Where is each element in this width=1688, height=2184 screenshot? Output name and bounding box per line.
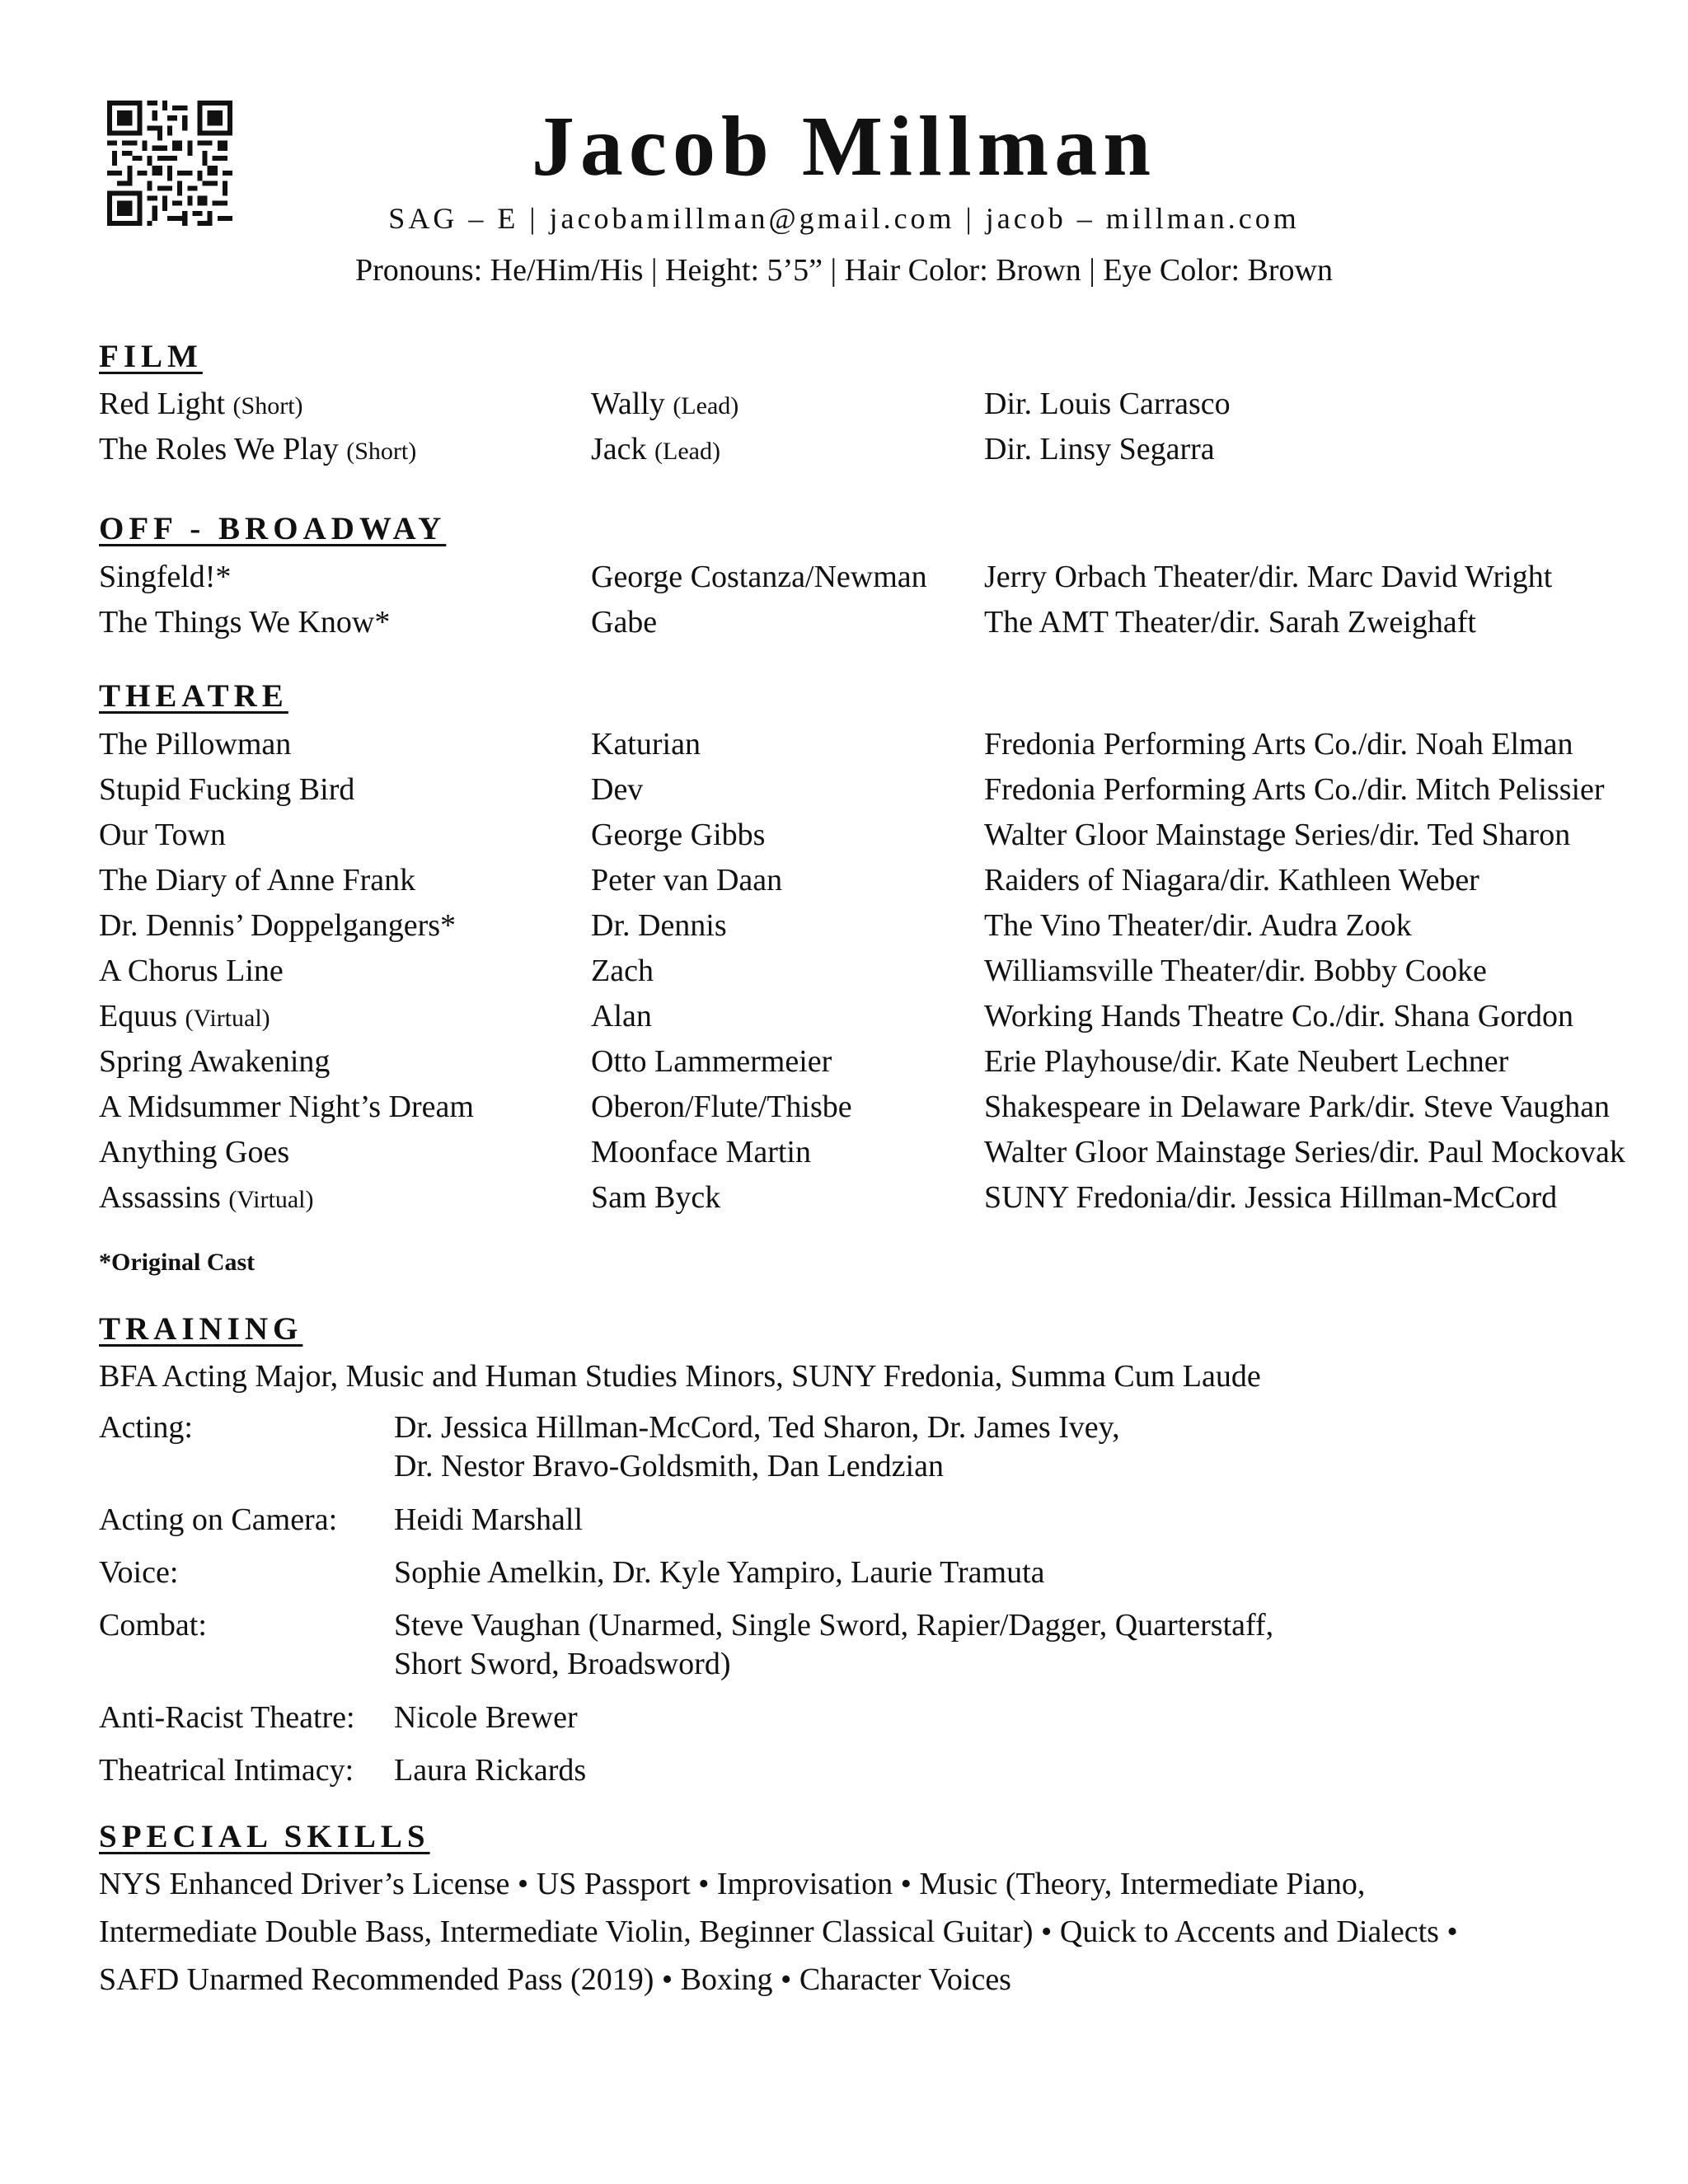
role-name: Alan <box>591 999 652 1033</box>
training-value: Short Sword, Broadsword) <box>394 1647 731 1681</box>
project-title: A Midsummer Night’s Dream <box>99 1090 474 1124</box>
role-name: Moonface Martin <box>591 1135 811 1169</box>
project-title: Stupid Fucking Bird <box>99 772 355 807</box>
training-value: Steve Vaughan (Unarmed, Single Sword, Rapier/Dagger, Quarterstaff, <box>394 1608 1274 1643</box>
skills-line: SAFD Unarmed Recommended Pass (2019) • Boxing • Character Voices <box>99 1962 1011 1997</box>
section-title-training: TRAINING <box>99 1311 303 1347</box>
project-title: Spring Awakening <box>99 1044 331 1079</box>
credit-venue: Walter Gloor Mainstage Series/dir. Paul Mockovak <box>984 1135 1625 1169</box>
project-title: The Roles We Play (Short) <box>99 432 417 466</box>
project-title: A Chorus Line <box>99 954 284 988</box>
training-label: Combat: <box>99 1608 207 1643</box>
training-label: Anti-Racist Theatre: <box>99 1700 355 1735</box>
physical-stats-line: Pronouns: He/Him/His | Height: 5’5” | Hair Color: Brown | Eye Color: Brown <box>355 253 1333 288</box>
role-name: Sam Byck <box>591 1180 721 1215</box>
role-name: George Costanza/Newman <box>591 560 927 594</box>
training-value: Heidi Marshall <box>394 1502 584 1537</box>
credit-venue: Jerry Orbach Theater/dir. Marc David Wright <box>984 560 1553 594</box>
role-name: Jack (Lead) <box>591 432 720 466</box>
role-name: Oberon/Flute/Thisbe <box>591 1090 852 1124</box>
credit-venue: SUNY Fredonia/dir. Jessica Hillman-McCord <box>984 1180 1558 1215</box>
original-cast-note: *Original Cast <box>99 1249 256 1276</box>
role-name: Dev <box>591 772 644 807</box>
actor-name: Jacob Millman <box>531 99 1157 194</box>
training-value: Dr. Nestor Bravo-Goldsmith, Dan Lendzian <box>394 1449 944 1483</box>
project-title: Anything Goes <box>99 1135 290 1169</box>
credit-venue: Raiders of Niagara/dir. Kathleen Weber <box>984 863 1479 898</box>
role-name: Zach <box>591 954 654 988</box>
credit-venue: Shakespeare in Delaware Park/dir. Steve Vaughan <box>984 1090 1611 1124</box>
project-title: The Things We Know* <box>99 605 391 640</box>
degree-line: BFA Acting Major, Music and Human Studies Minors, SUNY Fredonia, Summa Cum Laude <box>99 1359 1261 1394</box>
credit-venue: Walter Gloor Mainstage Series/dir. Ted Sharon <box>984 818 1571 852</box>
training-label: Acting: <box>99 1410 193 1445</box>
section-title-special-skills: SPECIAL SKILLS <box>99 1819 430 1854</box>
credit-venue: Fredonia Performing Arts Co./dir. Noah Elman <box>984 727 1573 762</box>
credit-director: Dir. Louis Carrasco <box>984 387 1231 421</box>
section-title-off-broadway: OFF - BROADWAY <box>99 511 447 546</box>
role-name: Dr. Dennis <box>591 908 727 943</box>
training-value: Laura Rickards <box>394 1753 587 1788</box>
section-title-film: FILM <box>99 339 203 374</box>
training-value: Nicole Brewer <box>394 1700 578 1735</box>
credit-venue: The AMT Theater/dir. Sarah Zweighaft <box>984 605 1476 640</box>
project-title: Assassins (Virtual) <box>99 1180 314 1215</box>
training-value: Dr. Jessica Hillman-McCord, Ted Sharon, Dr. James Ivey, <box>394 1410 1120 1445</box>
skills-line: Intermediate Double Bass, Intermediate Violin, Beginner Classical Guitar) • Quick to Accents and Dialects • <box>99 1915 1458 1949</box>
credit-venue: Williamsville Theater/dir. Bobby Cooke <box>984 954 1487 988</box>
project-title: The Diary of Anne Frank <box>99 863 416 898</box>
role-name: Wally (Lead) <box>591 387 739 421</box>
contact-line: SAG – E | jacobamillman@gmail.com | jacob – millman.com <box>388 202 1300 235</box>
project-title: Our Town <box>99 818 226 852</box>
role-name: Peter van Daan <box>591 863 783 898</box>
training-label: Voice: <box>99 1555 179 1590</box>
credit-venue: Erie Playhouse/dir. Kate Neubert Lechner <box>984 1044 1509 1079</box>
role-name: Gabe <box>591 605 658 640</box>
role-name: Katurian <box>591 727 701 762</box>
project-title: Dr. Dennis’ Doppelgangers* <box>99 908 457 943</box>
project-title: Equus (Virtual) <box>99 999 270 1033</box>
credit-venue: Working Hands Theatre Co./dir. Shana Gordon <box>984 999 1573 1033</box>
training-label: Theatrical Intimacy: <box>99 1753 354 1788</box>
credit-venue: The Vino Theater/dir. Audra Zook <box>984 908 1412 943</box>
credit-director: Dir. Linsy Segarra <box>984 432 1215 466</box>
training-value: Sophie Amelkin, Dr. Kyle Yampiro, Laurie Tramuta <box>394 1555 1045 1590</box>
skills-line: NYS Enhanced Driver’s License • US Passport • Improvisation • Music (Theory, Intermediate Piano, <box>99 1867 1366 1901</box>
role-name: George Gibbs <box>591 818 766 852</box>
project-title: Red Light (Short) <box>99 387 303 421</box>
section-title-theatre: THEATRE <box>99 678 288 714</box>
role-name: Otto Lammermeier <box>591 1044 832 1079</box>
project-title: The Pillowman <box>99 727 292 762</box>
credit-venue: Fredonia Performing Arts Co./dir. Mitch Pelissier <box>984 772 1605 807</box>
training-label: Acting on Camera: <box>99 1502 338 1537</box>
project-title: Singfeld!* <box>99 560 232 594</box>
